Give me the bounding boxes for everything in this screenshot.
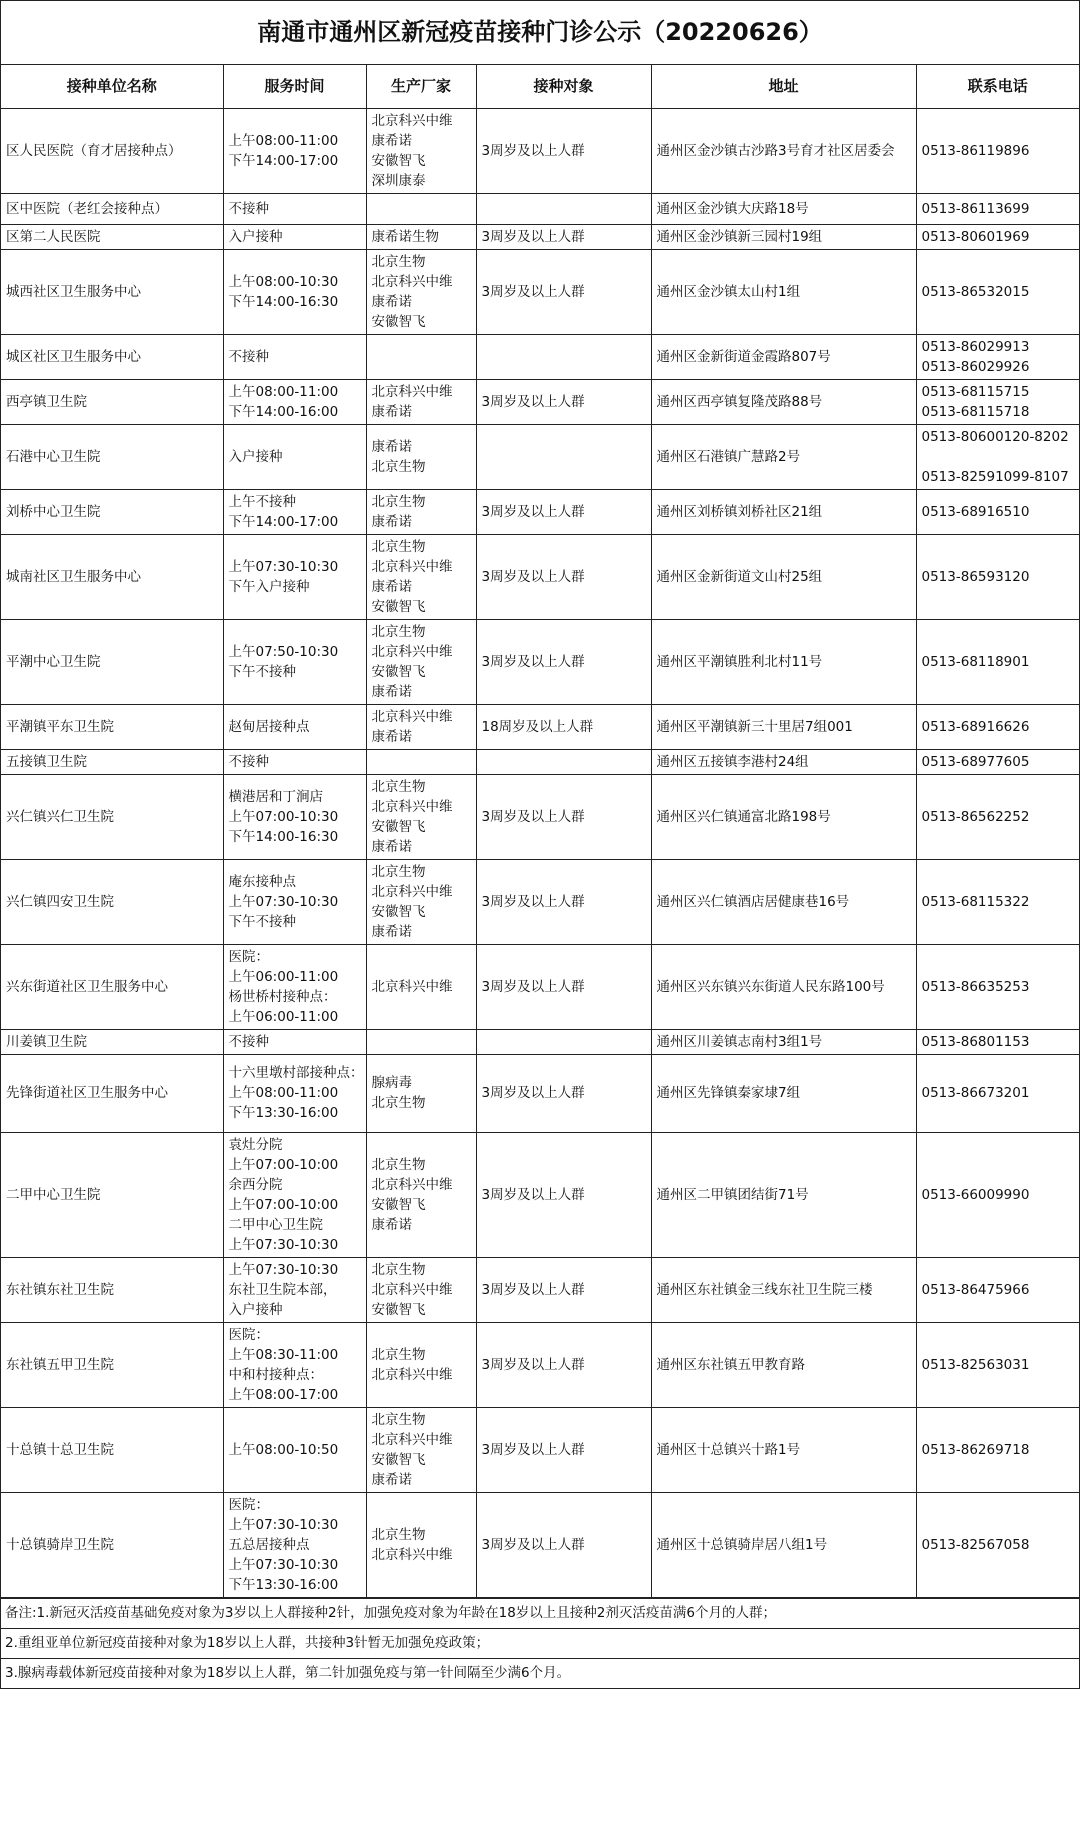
address-cell: 通州区金新街道文山村25组 bbox=[651, 534, 916, 619]
phone-cell bbox=[916, 334, 1079, 379]
time-line: 上午07:00-10:00 bbox=[228, 1196, 339, 1213]
unit-name-cell: 二甲中心卫生院 bbox=[1, 1132, 223, 1257]
phone-line: 0513-86475966 bbox=[921, 1281, 1030, 1298]
unit-name-cell: 区第二人民医院 bbox=[1, 224, 223, 249]
phone-line: 0513-68115715 bbox=[921, 383, 1030, 400]
time-line: 上午06:00-11:00 bbox=[228, 968, 339, 985]
time-line: 不接种 bbox=[228, 753, 269, 770]
phone-cell bbox=[916, 224, 1079, 249]
phone-line: 0513-86269718 bbox=[921, 1441, 1030, 1458]
note-3: 3.腺病毒载体新冠疫苗接种对象为18岁以上人群，第二针加强免疫与第一针间隔至少满6个月。 bbox=[1, 1658, 1079, 1689]
manufacturer-cell bbox=[366, 1322, 476, 1407]
manufacturer-cell bbox=[366, 534, 476, 619]
maker-line: 安徽智飞 bbox=[371, 313, 426, 330]
maker-line: 康希诺生物 bbox=[371, 228, 439, 245]
phone-line: 0513-86801153 bbox=[921, 1033, 1030, 1050]
time-line: 二甲中心卫生院 bbox=[228, 1216, 323, 1233]
notes bbox=[1, 1598, 1079, 1689]
manufacturer-cell bbox=[366, 859, 476, 944]
unit-name-cell: 城区社区卫生服务中心 bbox=[1, 334, 223, 379]
table-row bbox=[1, 193, 1079, 224]
maker-line: 安徽智飞 bbox=[371, 1451, 426, 1468]
address-cell: 通州区东社镇金三线东社卫生院三楼 bbox=[651, 1257, 916, 1322]
maker-line: 安徽智飞 bbox=[371, 903, 426, 920]
manufacturer-cell bbox=[366, 749, 476, 774]
header-manufacturer: 生产厂家 bbox=[366, 65, 476, 108]
unit-name-cell: 平潮中心卫生院 bbox=[1, 619, 223, 704]
service-time-cell bbox=[223, 334, 366, 379]
address-cell: 通州区平潮镇胜利北村11号 bbox=[651, 619, 916, 704]
address-cell: 通州区金沙镇太山村1组 bbox=[651, 249, 916, 334]
target-group-cell bbox=[476, 193, 651, 224]
time-line: 赵甸居接种点 bbox=[228, 718, 310, 735]
address-cell: 通州区先锋镇秦家埭7组 bbox=[651, 1054, 916, 1132]
service-time-cell bbox=[223, 1407, 366, 1492]
manufacturer-cell bbox=[366, 619, 476, 704]
table-row bbox=[1, 1132, 1079, 1257]
time-line: 下午14:00-16:00 bbox=[228, 403, 339, 420]
maker-line: 北京科兴中维 bbox=[371, 798, 453, 815]
phone-line: 0513-86029926 bbox=[921, 358, 1030, 375]
service-time-cell bbox=[223, 1132, 366, 1257]
unit-name-cell: 十总镇十总卫生院 bbox=[1, 1407, 223, 1492]
maker-line: 北京科兴中维 bbox=[371, 1281, 453, 1298]
time-line: 上午08:00-11:00 bbox=[228, 1085, 339, 1101]
target-group-cell: 3周岁及以上人群 bbox=[476, 249, 651, 334]
time-line: 上午08:00-10:50 bbox=[228, 1441, 339, 1458]
time-line: 下午13:30-16:00 bbox=[228, 1576, 339, 1593]
service-time-cell bbox=[223, 749, 366, 774]
service-time-cell bbox=[223, 108, 366, 193]
table-row bbox=[1, 334, 1079, 379]
phone-line: 0513-86119896 bbox=[921, 142, 1030, 159]
maker-line: 康希诺 bbox=[371, 838, 412, 855]
phone-line: 0513-68916626 bbox=[921, 718, 1030, 735]
manufacturer-cell bbox=[366, 704, 476, 749]
table-row bbox=[1, 1492, 1079, 1597]
phone-line: 0513-86532015 bbox=[921, 283, 1030, 300]
maker-line: 安徽智飞 bbox=[371, 818, 426, 835]
target-group-cell: 3周岁及以上人群 bbox=[476, 944, 651, 1029]
phone-cell bbox=[916, 534, 1079, 619]
maker-line: 北京生物 bbox=[371, 1156, 426, 1173]
service-time-cell bbox=[223, 1257, 366, 1322]
table-row bbox=[1, 489, 1079, 534]
phone-line: 0513-82567058 bbox=[921, 1536, 1030, 1553]
phone-cell bbox=[916, 424, 1079, 489]
unit-name-cell: 五接镇卫生院 bbox=[1, 749, 223, 774]
phone-line: 0513-86635253 bbox=[921, 978, 1030, 995]
maker-line: 康希诺 bbox=[371, 1471, 412, 1488]
phone-cell bbox=[916, 193, 1079, 224]
time-line: 入户接种 bbox=[228, 228, 283, 245]
table-row bbox=[1, 379, 1079, 424]
maker-line: 北京科兴中维 bbox=[371, 558, 453, 575]
table-row bbox=[1, 944, 1079, 1029]
maker-line: 北京科兴中维 bbox=[371, 1366, 453, 1383]
phone-line: 0513-86029913 bbox=[921, 338, 1030, 355]
service-time-cell bbox=[223, 193, 366, 224]
phone-line: 0513-86113699 bbox=[921, 200, 1030, 217]
unit-name-cell: 兴东街道社区卫生服务中心 bbox=[1, 944, 223, 1029]
phone-line: 0513-86673201 bbox=[921, 1085, 1030, 1101]
header-target-group: 接种对象 bbox=[476, 65, 651, 108]
time-line: 袁灶分院 bbox=[228, 1136, 283, 1153]
table-body bbox=[1, 108, 1079, 1597]
manufacturer-cell bbox=[366, 1029, 476, 1054]
maker-line: 康希诺 bbox=[371, 403, 412, 420]
header-service-time: 服务时间 bbox=[223, 65, 366, 108]
table-row bbox=[1, 1054, 1079, 1132]
manufacturer-cell bbox=[366, 424, 476, 489]
maker-line: 北京科兴中维 bbox=[371, 1176, 453, 1193]
target-group-cell: 3周岁及以上人群 bbox=[476, 1322, 651, 1407]
maker-line: 安徽智飞 bbox=[371, 1196, 426, 1213]
target-group-cell: 3周岁及以上人群 bbox=[476, 108, 651, 193]
time-line: 不接种 bbox=[228, 1033, 269, 1050]
manufacturer-cell bbox=[366, 489, 476, 534]
phone-line: 0513-86562252 bbox=[921, 808, 1030, 825]
manufacturer-cell bbox=[366, 774, 476, 859]
maker-line: 北京科兴中维 bbox=[371, 883, 453, 900]
phone-cell bbox=[916, 379, 1079, 424]
maker-line: 北京科兴中维 bbox=[371, 643, 453, 660]
manufacturer-cell bbox=[366, 1492, 476, 1597]
maker-line: 安徽智飞 bbox=[371, 1301, 426, 1318]
table-row bbox=[1, 859, 1079, 944]
time-line: 下午13:30-16:00 bbox=[228, 1105, 339, 1121]
phone-cell bbox=[916, 489, 1079, 534]
table-row bbox=[1, 224, 1079, 249]
table-row bbox=[1, 249, 1079, 334]
time-line: 杨世桥村接种点： bbox=[228, 988, 337, 1005]
maker-line: 北京科兴中维 bbox=[371, 978, 453, 995]
maker-line: 康希诺 bbox=[371, 728, 412, 745]
service-time-cell bbox=[223, 379, 366, 424]
table-row bbox=[1, 534, 1079, 619]
time-line: 下午不接种 bbox=[228, 663, 296, 680]
maker-line: 康希诺 bbox=[371, 132, 412, 149]
target-group-cell: 3周岁及以上人群 bbox=[476, 1132, 651, 1257]
time-line: 医院： bbox=[228, 948, 269, 965]
phone-cell bbox=[916, 1054, 1079, 1132]
maker-line: 北京生物 bbox=[371, 1095, 426, 1111]
service-time-cell bbox=[223, 774, 366, 859]
manufacturer-cell bbox=[366, 108, 476, 193]
manufacturer-cell bbox=[366, 1054, 476, 1132]
time-line: 上午07:30-10:30 bbox=[228, 1236, 339, 1253]
maker-line: 北京生物 bbox=[371, 863, 426, 880]
time-line: 医院： bbox=[228, 1326, 269, 1343]
maker-line: 康希诺 bbox=[371, 293, 412, 310]
target-group-cell: 18周岁及以上人群 bbox=[476, 704, 651, 749]
target-group-cell: 3周岁及以上人群 bbox=[476, 1407, 651, 1492]
time-line: 下午14:00-16:30 bbox=[228, 828, 339, 845]
phone-cell bbox=[916, 619, 1079, 704]
time-line: 十六里墩村部接种点： bbox=[228, 1065, 364, 1081]
maker-line: 安徽智飞 bbox=[371, 598, 426, 615]
manufacturer-cell bbox=[366, 1132, 476, 1257]
address-cell: 通州区十总镇兴十路1号 bbox=[651, 1407, 916, 1492]
time-line: 入户接种 bbox=[228, 1301, 283, 1318]
maker-line: 北京生物 bbox=[371, 538, 426, 555]
maker-line: 北京科兴中维 bbox=[371, 708, 453, 725]
maker-line: 北京生物 bbox=[371, 778, 426, 795]
maker-line: 北京生物 bbox=[371, 1411, 426, 1428]
service-time-cell bbox=[223, 249, 366, 334]
maker-line: 康希诺 bbox=[371, 513, 412, 530]
maker-line: 北京生物 bbox=[371, 458, 426, 475]
address-cell: 通州区刘桥镇刘桥社区21组 bbox=[651, 489, 916, 534]
maker-line: 深圳康泰 bbox=[371, 172, 426, 189]
maker-line: 康希诺 bbox=[371, 578, 412, 595]
time-line: 入户接种 bbox=[228, 448, 283, 465]
service-time-cell bbox=[223, 704, 366, 749]
time-line: 上午07:30-10:30 bbox=[228, 558, 339, 575]
time-line: 上午08:00-10:30 bbox=[228, 273, 339, 290]
manufacturer-cell bbox=[366, 249, 476, 334]
time-line: 上午不接种 bbox=[228, 493, 296, 510]
phone-cell bbox=[916, 1029, 1079, 1054]
phone-line: 0513-68115718 bbox=[921, 403, 1030, 420]
table-row bbox=[1, 749, 1079, 774]
header-unit-name: 接种单位名称 bbox=[1, 65, 223, 108]
unit-name-cell: 川姜镇卫生院 bbox=[1, 1029, 223, 1054]
address-cell: 通州区石港镇广慧路2号 bbox=[651, 424, 916, 489]
page-title: 南通市通州区新冠疫苗接种门诊公示（20220626） bbox=[1, 1, 1079, 65]
phone-cell bbox=[916, 1257, 1079, 1322]
maker-line: 康希诺 bbox=[371, 923, 412, 940]
service-time-cell bbox=[223, 944, 366, 1029]
service-time-cell bbox=[223, 1029, 366, 1054]
time-line: 上午07:30-10:30 bbox=[228, 1261, 339, 1278]
target-group-cell: 3周岁及以上人群 bbox=[476, 774, 651, 859]
maker-line: 北京生物 bbox=[371, 1346, 426, 1363]
maker-line: 北京科兴中维 bbox=[371, 112, 453, 129]
target-group-cell: 3周岁及以上人群 bbox=[476, 1492, 651, 1597]
unit-name-cell: 区人民医院（育才居接种点） bbox=[1, 108, 223, 193]
phone-line: 0513-80601969 bbox=[921, 228, 1030, 245]
phone-line: 0513-66009990 bbox=[921, 1186, 1030, 1203]
time-line: 东社卫生院本部， bbox=[228, 1281, 337, 1298]
table-header-row bbox=[1, 65, 1079, 108]
target-group-cell: 3周岁及以上人群 bbox=[476, 534, 651, 619]
unit-name-cell: 西亭镇卫生院 bbox=[1, 379, 223, 424]
phone-cell bbox=[916, 859, 1079, 944]
maker-line: 北京生物 bbox=[371, 623, 426, 640]
address-cell: 通州区兴东镇兴东街道人民东路100号 bbox=[651, 944, 916, 1029]
maker-line: 北京科兴中维 bbox=[371, 1546, 453, 1563]
header-address: 地址 bbox=[651, 65, 916, 108]
target-group-cell bbox=[476, 749, 651, 774]
phone-line: 0513-82591099-8107 bbox=[921, 468, 1069, 485]
table-row bbox=[1, 774, 1079, 859]
maker-line: 北京生物 bbox=[371, 253, 426, 270]
maker-line: 安徽智飞 bbox=[371, 663, 426, 680]
maker-line: 北京科兴中维 bbox=[371, 1431, 453, 1448]
phone-line: 0513-82563031 bbox=[921, 1356, 1030, 1373]
maker-line: 腺病毒 bbox=[371, 1075, 412, 1091]
unit-name-cell: 城南社区卫生服务中心 bbox=[1, 534, 223, 619]
time-line: 上午06:00-11:00 bbox=[228, 1008, 339, 1025]
time-line: 医院： bbox=[228, 1496, 269, 1513]
phone-cell bbox=[916, 1492, 1079, 1597]
time-line: 上午07:30-10:30 bbox=[228, 1556, 339, 1573]
maker-line: 康希诺 bbox=[371, 1216, 412, 1233]
table-row bbox=[1, 108, 1079, 193]
manufacturer-cell bbox=[366, 944, 476, 1029]
unit-name-cell: 先锋街道社区卫生服务中心 bbox=[1, 1054, 223, 1132]
target-group-cell: 3周岁及以上人群 bbox=[476, 1054, 651, 1132]
manufacturer-cell bbox=[366, 334, 476, 379]
time-line: 不接种 bbox=[228, 200, 269, 217]
address-cell: 通州区十总镇骑岸居八组1号 bbox=[651, 1492, 916, 1597]
phone-cell bbox=[916, 1407, 1079, 1492]
manufacturer-cell bbox=[366, 379, 476, 424]
time-line: 上午07:50-10:30 bbox=[228, 643, 339, 660]
target-group-cell bbox=[476, 334, 651, 379]
manufacturer-cell bbox=[366, 1257, 476, 1322]
unit-name-cell: 石港中心卫生院 bbox=[1, 424, 223, 489]
address-cell: 通州区兴仁镇通富北路198号 bbox=[651, 774, 916, 859]
manufacturer-cell bbox=[366, 1407, 476, 1492]
time-line: 上午07:00-10:30 bbox=[228, 808, 339, 825]
unit-name-cell: 兴仁镇兴仁卫生院 bbox=[1, 774, 223, 859]
target-group-cell: 3周岁及以上人群 bbox=[476, 1257, 651, 1322]
time-line: 下午14:00-17:00 bbox=[228, 152, 339, 169]
maker-line: 北京生物 bbox=[371, 1261, 426, 1278]
address-cell: 通州区东社镇五甲教育路 bbox=[651, 1322, 916, 1407]
unit-name-cell: 十总镇骑岸卫生院 bbox=[1, 1492, 223, 1597]
phone-cell bbox=[916, 944, 1079, 1029]
service-time-cell bbox=[223, 224, 366, 249]
target-group-cell: 3周岁及以上人群 bbox=[476, 489, 651, 534]
table-row bbox=[1, 424, 1079, 489]
target-group-cell bbox=[476, 1029, 651, 1054]
time-line: 上午08:00-11:00 bbox=[228, 383, 339, 400]
time-line: 不接种 bbox=[228, 348, 269, 365]
table-row bbox=[1, 704, 1079, 749]
time-line: 下午14:00-16:30 bbox=[228, 293, 339, 310]
target-group-cell: 3周岁及以上人群 bbox=[476, 224, 651, 249]
table-row bbox=[1, 1407, 1079, 1492]
phone-cell bbox=[916, 749, 1079, 774]
unit-name-cell: 城西社区卫生服务中心 bbox=[1, 249, 223, 334]
unit-name-cell: 刘桥中心卫生院 bbox=[1, 489, 223, 534]
table-row bbox=[1, 1257, 1079, 1322]
service-time-cell bbox=[223, 1054, 366, 1132]
service-time-cell bbox=[223, 424, 366, 489]
maker-line: 康希诺 bbox=[371, 438, 412, 455]
address-cell: 通州区兴仁镇酒店居健康巷16号 bbox=[651, 859, 916, 944]
service-time-cell bbox=[223, 534, 366, 619]
address-cell: 通州区二甲镇团结街71号 bbox=[651, 1132, 916, 1257]
phone-cell bbox=[916, 704, 1079, 749]
maker-line: 康希诺 bbox=[371, 683, 412, 700]
target-group-cell: 3周岁及以上人群 bbox=[476, 379, 651, 424]
phone-line: 0513-68916510 bbox=[921, 503, 1030, 520]
header-phone: 联系电话 bbox=[916, 65, 1079, 108]
table-row bbox=[1, 619, 1079, 704]
time-line: 上午07:00-10:00 bbox=[228, 1156, 339, 1173]
note-2: 2.重组亚单位新冠疫苗接种对象为18岁以上人群，共接种3针暂无加强免疫政策； bbox=[1, 1628, 1079, 1658]
maker-line: 北京科兴中维 bbox=[371, 383, 453, 400]
unit-name-cell: 平潮镇平东卫生院 bbox=[1, 704, 223, 749]
phone-cell bbox=[916, 249, 1079, 334]
phone-line: 0513-80600120-8202 bbox=[921, 428, 1069, 445]
phone-line: 0513-86593120 bbox=[921, 568, 1030, 585]
time-line: 庵东接种点 bbox=[228, 873, 296, 890]
note-1: 备注:1.新冠灭活疫苗基础免疫对象为3岁以上人群接种2针，加强免疫对象为年龄在18岁以上且接种2剂灭活疫苗满6个月的人群； bbox=[1, 1598, 1079, 1628]
address-cell: 通州区金沙镇新三园村19组 bbox=[651, 224, 916, 249]
address-cell: 通州区川姜镇志南村3组1号 bbox=[651, 1029, 916, 1054]
time-line: 余西分院 bbox=[228, 1176, 283, 1193]
manufacturer-cell bbox=[366, 224, 476, 249]
time-line: 上午08:30-11:00 bbox=[228, 1346, 339, 1363]
service-time-cell bbox=[223, 1322, 366, 1407]
address-cell: 通州区平潮镇新三十里居7组001 bbox=[651, 704, 916, 749]
time-line: 上午07:30-10:30 bbox=[228, 893, 339, 910]
maker-line: 安徽智飞 bbox=[371, 152, 426, 169]
time-line: 上午07:30-10:30 bbox=[228, 1516, 339, 1533]
phone-line: 0513-68977605 bbox=[921, 753, 1030, 770]
time-line: 上午08:00-17:00 bbox=[228, 1386, 339, 1403]
target-group-cell: 3周岁及以上人群 bbox=[476, 619, 651, 704]
service-time-cell bbox=[223, 619, 366, 704]
service-time-cell bbox=[223, 489, 366, 534]
service-time-cell bbox=[223, 859, 366, 944]
target-group-cell: 3周岁及以上人群 bbox=[476, 859, 651, 944]
address-cell: 通州区金新街道金霞路807号 bbox=[651, 334, 916, 379]
manufacturer-cell bbox=[366, 193, 476, 224]
unit-name-cell: 东社镇东社卫生院 bbox=[1, 1257, 223, 1322]
phone-line: 0513-68118901 bbox=[921, 653, 1030, 670]
phone-cell bbox=[916, 108, 1079, 193]
address-cell: 通州区西亭镇复隆茂路88号 bbox=[651, 379, 916, 424]
table-row bbox=[1, 1322, 1079, 1407]
phone-line bbox=[922, 447, 1075, 467]
maker-line: 北京科兴中维 bbox=[371, 273, 453, 290]
time-line: 下午不接种 bbox=[228, 913, 296, 930]
address-cell: 通州区金沙镇大庆路18号 bbox=[651, 193, 916, 224]
table-row bbox=[1, 1029, 1079, 1054]
maker-line: 北京生物 bbox=[371, 1526, 426, 1543]
unit-name-cell: 东社镇五甲卫生院 bbox=[1, 1322, 223, 1407]
phone-cell bbox=[916, 1322, 1079, 1407]
time-line: 下午入户接种 bbox=[228, 578, 310, 595]
time-line: 五总居接种点 bbox=[228, 1536, 310, 1553]
address-cell: 通州区金沙镇古沙路3号育才社区居委会 bbox=[651, 108, 916, 193]
time-line: 下午14:00-17:00 bbox=[228, 513, 339, 530]
address-cell: 通州区五接镇李港村24组 bbox=[651, 749, 916, 774]
phone-line: 0513-68115322 bbox=[921, 893, 1030, 910]
time-line: 横港居和丁涧店 bbox=[228, 788, 323, 805]
unit-name-cell: 区中医院（老红会接种点） bbox=[1, 193, 223, 224]
clinic-table bbox=[1, 65, 1079, 1598]
unit-name-cell: 兴仁镇四安卫生院 bbox=[1, 859, 223, 944]
service-time-cell bbox=[223, 1492, 366, 1597]
time-line: 上午08:00-11:00 bbox=[228, 132, 339, 149]
target-group-cell bbox=[476, 424, 651, 489]
time-line: 中和村接种点： bbox=[228, 1366, 323, 1383]
phone-cell bbox=[916, 774, 1079, 859]
phone-cell bbox=[916, 1132, 1079, 1257]
maker-line: 北京生物 bbox=[371, 493, 426, 510]
